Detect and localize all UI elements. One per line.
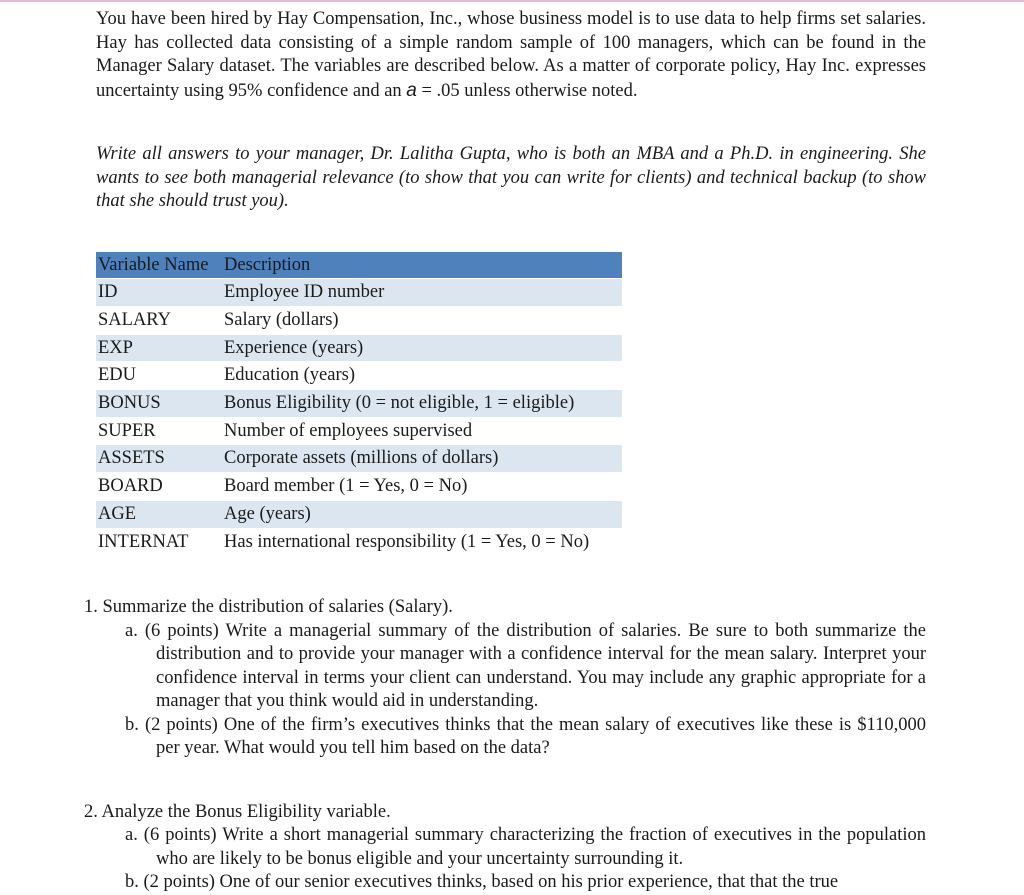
- table-row: [96, 500, 622, 528]
- table-row: [96, 362, 622, 390]
- variable-name: ID: [98, 282, 118, 303]
- question-part-a: a. (6 points) Write a managerial summary of the distribution of salaries. Be sure to both summarize the distribution and to provide your manager with a confidence interval for the mean salary. Interpret your confidence interval in terms your client can understand. You may include any graphic appropriate for a manager that you think would aid in understanding.: [125, 620, 926, 712]
- variable-name: SUPER: [98, 420, 156, 441]
- variable-description: Board member (1 = Yes, 0 = No): [224, 476, 468, 497]
- table-row: [96, 334, 622, 362]
- variable-description: Bonus Eligibility (0 = not eligible, 1 = eligible): [224, 393, 575, 414]
- intro-paragraph: [96, 8, 926, 103]
- document-page: [84, 6, 926, 895]
- table-row: [96, 473, 622, 501]
- variable-description: Corporate assets (millions of dollars): [224, 448, 499, 469]
- variable-name: BONUS: [98, 393, 161, 414]
- variable-description: Has international responsibility (1 = Yes, 0 = No): [224, 531, 590, 552]
- memo-paragraph: Write all answers to your manager, Dr. Lalitha Gupta, who is both an MBA and a Ph.D. in engineering. She wants to see both managerial relevance (to show that you can write for clients) and technical backup (to show that she should trust you).: [96, 144, 926, 211]
- header-variable-name: Variable Name: [98, 254, 209, 275]
- variable-description: Experience (years): [224, 337, 364, 358]
- variables-table: [96, 252, 622, 557]
- question-part-b: b. (2 points) One of the firm’s executives thinks that the mean salary of executives like these is $110,000 per year. What would you tell him based on the data?: [125, 714, 926, 759]
- variable-name: INTERNAT: [98, 531, 189, 552]
- question-part-a: a. (6 points) Write a short managerial summary characterizing the fraction of executives in the population who are likely to be bonus eligible and your uncertainty surrounding it.: [125, 825, 926, 869]
- question-1: [84, 596, 926, 761]
- table-row: [96, 279, 622, 307]
- variable-description: Number of employees supervised: [224, 420, 473, 441]
- question-title: 2. Analyze the Bonus Eligibility variable.: [84, 801, 391, 822]
- table-row: [96, 390, 622, 418]
- table-row: [96, 528, 622, 556]
- question-2: [84, 801, 926, 895]
- header-description: Description: [224, 254, 311, 275]
- table-row: [96, 445, 622, 473]
- question-part-b: b. (2 points) One of our senior executives thinks, based on his prior experience, that that the true: [125, 872, 839, 893]
- alpha-symbol: a: [406, 79, 417, 101]
- variable-name: SALARY: [98, 309, 171, 330]
- table-header-row: [96, 252, 622, 279]
- variable-name: AGE: [98, 503, 137, 524]
- variable-name: EDU: [98, 365, 137, 386]
- variable-name: EXP: [98, 337, 133, 358]
- variable-name: ASSETS: [98, 448, 165, 469]
- table-row: [96, 417, 622, 445]
- variable-description: Employee ID number: [224, 282, 385, 303]
- top-border: [0, 0, 1024, 2]
- intro-text-end: = .05 unless otherwise noted.: [416, 80, 638, 101]
- variable-description: Education (years): [224, 365, 355, 386]
- variable-name: BOARD: [98, 476, 163, 497]
- variable-description: Age (years): [224, 503, 311, 524]
- intro-text: You have been hired by Hay Compensation, Inc., whose business model is to use data to help firms set salaries. Hay has collected data consisting of a simple random sample of 100 managers, which can be found in the Manager Salary dataset. The variables are described below. As a matter of corporate policy, Hay Inc. expresses uncertainty using 95% confidence and an: [96, 9, 926, 101]
- variable-description: Salary (dollars): [224, 309, 339, 330]
- question-title: 1. Summarize the distribution of salaries (Salary).: [84, 597, 453, 618]
- table-row: [96, 306, 622, 334]
